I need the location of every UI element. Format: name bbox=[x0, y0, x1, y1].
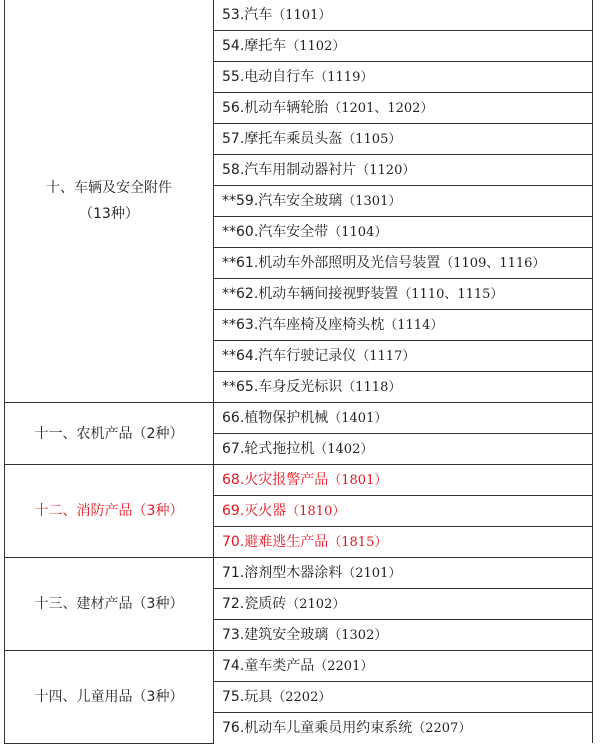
product-code: （1118） bbox=[342, 379, 402, 395]
table-row bbox=[5, 558, 593, 589]
product-name: 69.灭火器 bbox=[222, 502, 287, 519]
product-name: **61.机动车外部照明及光信号装置 bbox=[222, 254, 441, 271]
product-item bbox=[214, 155, 593, 186]
ccc-product-catalog-table bbox=[4, 0, 593, 744]
product-code: （2102） bbox=[286, 596, 346, 612]
product-name: 54.摩托车 bbox=[222, 37, 287, 54]
product-item bbox=[214, 620, 593, 651]
product-code: （1109、1116） bbox=[440, 255, 546, 271]
product-code: （2201） bbox=[314, 658, 374, 674]
product-code: （1201、1202） bbox=[328, 100, 434, 116]
product-code: （2202） bbox=[272, 689, 332, 705]
product-code: （1815） bbox=[328, 534, 388, 550]
product-name: 66.植物保护机械 bbox=[222, 409, 329, 426]
product-code: （1102） bbox=[286, 38, 346, 54]
product-item bbox=[214, 93, 593, 124]
category-cell-childrens-products bbox=[5, 651, 214, 744]
category-count: （13种） bbox=[79, 206, 139, 222]
product-item bbox=[214, 0, 593, 31]
product-code: （1801） bbox=[328, 472, 388, 488]
product-name: 72.瓷质砖 bbox=[222, 595, 287, 612]
product-name: 55.电动自行车 bbox=[222, 68, 315, 85]
product-item bbox=[214, 124, 593, 155]
product-item bbox=[214, 651, 593, 682]
product-item bbox=[214, 465, 593, 496]
product-code: （1302） bbox=[328, 627, 388, 643]
product-item bbox=[214, 682, 593, 713]
product-code: （2207） bbox=[412, 720, 472, 736]
product-item bbox=[214, 434, 593, 465]
product-name: 74.童车类产品 bbox=[222, 657, 315, 674]
product-item bbox=[214, 403, 593, 434]
product-code: （1104） bbox=[328, 224, 388, 240]
table-row bbox=[5, 403, 593, 434]
product-name: 67.轮式拖拉机 bbox=[222, 440, 315, 457]
product-name: 71.溶剂型木器涂料 bbox=[222, 564, 343, 581]
category-cell-vehicles bbox=[5, 0, 214, 403]
product-item bbox=[214, 713, 593, 744]
product-item bbox=[214, 31, 593, 62]
product-item bbox=[214, 248, 593, 279]
product-item bbox=[214, 62, 593, 93]
product-name: 53.汽车 bbox=[222, 6, 273, 23]
product-name: 58.汽车用制动器衬片 bbox=[222, 161, 357, 178]
product-code: （1119） bbox=[314, 69, 374, 85]
product-code: （1810） bbox=[286, 503, 346, 519]
product-code: （1402） bbox=[314, 441, 374, 457]
product-name: **63.汽车座椅及座椅头枕 bbox=[222, 316, 385, 333]
product-name: **64.汽车行驶记录仪 bbox=[222, 347, 357, 364]
product-item bbox=[214, 527, 593, 558]
product-code: （1301） bbox=[342, 193, 402, 209]
category-cell-agricultural bbox=[5, 403, 214, 465]
product-code: （1120） bbox=[356, 162, 416, 178]
product-name: 75.玩具 bbox=[222, 688, 273, 705]
product-name: **59.汽车安全玻璃 bbox=[222, 192, 343, 209]
category-label: 十二、消防产品（3种） bbox=[34, 503, 184, 519]
product-code: （1110、1115） bbox=[398, 286, 504, 302]
product-name: 76.机动车儿童乘员用约束系统 bbox=[222, 719, 413, 736]
product-item bbox=[214, 279, 593, 310]
product-item bbox=[214, 341, 593, 372]
product-code: （1101） bbox=[272, 7, 332, 23]
product-item bbox=[214, 372, 593, 403]
product-item bbox=[214, 558, 593, 589]
product-name: **62.机动车辆间接视野装置 bbox=[222, 285, 399, 302]
product-item bbox=[214, 310, 593, 341]
table-row bbox=[5, 651, 593, 682]
category-label: 十一、农机产品（2种） bbox=[34, 425, 184, 442]
product-code: （1114） bbox=[384, 317, 444, 333]
product-item bbox=[214, 496, 593, 527]
product-name: 70.避难逃生产品 bbox=[222, 533, 329, 550]
product-name: 57.摩托车乘员头盔 bbox=[222, 130, 343, 147]
product-code: （1117） bbox=[356, 348, 416, 364]
table-row bbox=[5, 465, 593, 496]
product-item bbox=[214, 589, 593, 620]
product-name: 73.建筑安全玻璃 bbox=[222, 626, 329, 643]
product-name: 56.机动车辆轮胎 bbox=[222, 99, 329, 116]
category-label: 十四、儿童用品（3种） bbox=[34, 688, 184, 705]
category-label: 十三、建材产品（3种） bbox=[34, 596, 184, 612]
table-row bbox=[5, 0, 593, 31]
product-item bbox=[214, 186, 593, 217]
product-name: **60.汽车安全带 bbox=[222, 223, 329, 240]
category-label: 十、车辆及安全附件 bbox=[46, 180, 172, 196]
product-name: 68.火灾报警产品 bbox=[222, 471, 329, 488]
product-code: （2101） bbox=[342, 565, 402, 581]
product-code: （1401） bbox=[328, 410, 388, 426]
product-item bbox=[214, 217, 593, 248]
category-cell-fire-protection bbox=[5, 465, 214, 558]
category-cell-building-materials bbox=[5, 558, 214, 651]
product-code: （1105） bbox=[342, 131, 402, 147]
product-name: **65.车身反光标识 bbox=[222, 378, 343, 395]
